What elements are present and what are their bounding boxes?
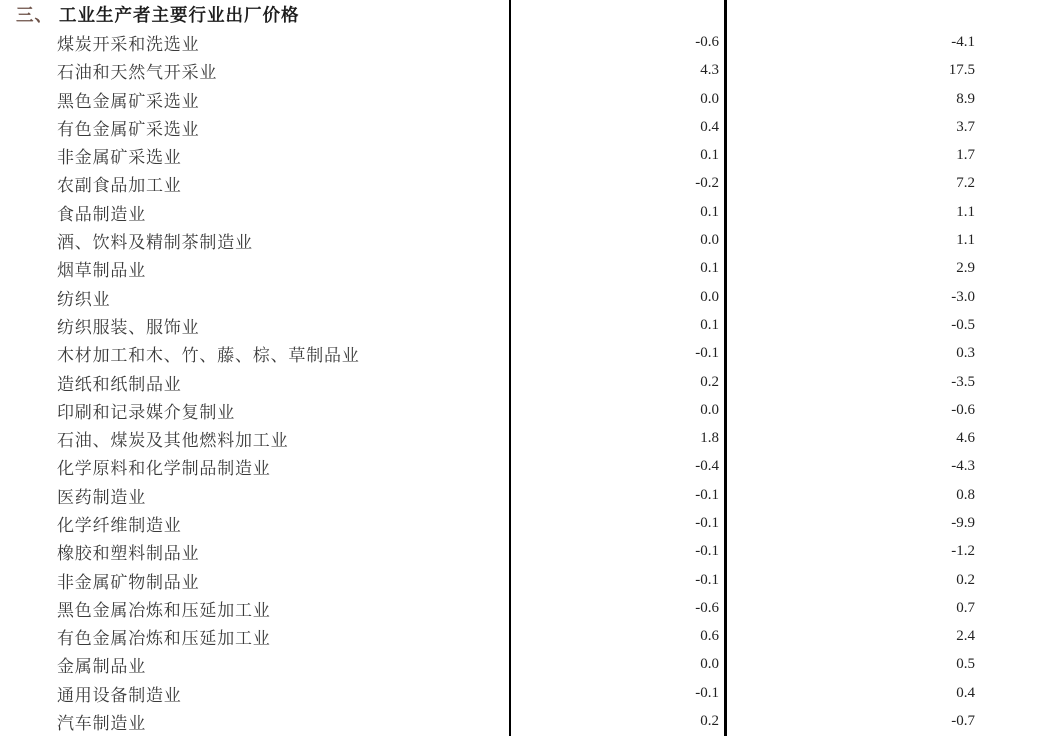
value-col2: -0.6 <box>724 396 1055 424</box>
industry-name: 烟草制品业 <box>57 261 146 281</box>
value-col2: 17.5 <box>724 57 1055 85</box>
value-col2: 0.7 <box>724 594 1055 622</box>
industry-name: 农副食品加工业 <box>57 176 182 196</box>
value-col1: -0.1 <box>509 481 724 509</box>
value-col2: -4.3 <box>724 453 1055 481</box>
industry-name: 木材加工和木、竹、藤、棕、草制品业 <box>57 346 360 366</box>
section-heading <box>0 0 509 28</box>
value-col2: 3.7 <box>724 113 1055 141</box>
value-col1: -0.1 <box>509 566 724 594</box>
value-col1: 0.2 <box>509 368 724 396</box>
industry-name: 黑色金属矿采选业 <box>57 91 200 111</box>
industry-name: 化学纤维制造业 <box>57 515 182 535</box>
industry-name: 造纸和纸制品业 <box>57 374 182 394</box>
industry-name: 橡胶和塑料制品业 <box>57 544 200 564</box>
value-col2: -9.9 <box>724 509 1055 537</box>
industry-name: 化学原料和化学制品制造业 <box>57 459 271 479</box>
industry-name: 印刷和记录媒介复制业 <box>57 402 235 422</box>
value-col1: 1.8 <box>509 424 724 452</box>
value-col2: 8.9 <box>724 85 1055 113</box>
value-col1: 0.0 <box>509 283 724 311</box>
industry-name: 纺织业 <box>57 289 111 309</box>
value-col1: 0.0 <box>509 226 724 254</box>
value-col2: 2.9 <box>724 255 1055 283</box>
industry-name: 汽车制造业 <box>57 714 146 734</box>
value-col1: 0.1 <box>509 311 724 339</box>
value-col1: -0.1 <box>509 340 724 368</box>
value-col1: -0.1 <box>509 509 724 537</box>
value-col1: -0.4 <box>509 453 724 481</box>
value-col2: 1.7 <box>724 141 1055 169</box>
value-col1: -0.1 <box>509 538 724 566</box>
value-col1: 0.2 <box>509 707 724 735</box>
value-col2: -0.5 <box>724 311 1055 339</box>
value-col2: 0.8 <box>724 481 1055 509</box>
industry-name: 通用设备制造业 <box>57 685 182 705</box>
value-col2: 1.1 <box>724 226 1055 254</box>
header-col-mom-empty <box>509 0 724 28</box>
industry-name: 石油、煤炭及其他燃料加工业 <box>57 431 289 451</box>
header-col-yoy-empty <box>724 0 1055 28</box>
value-col1: 0.0 <box>509 85 724 113</box>
value-col1: 4.3 <box>509 57 724 85</box>
value-col2: 1.1 <box>724 198 1055 226</box>
industry-name: 非金属矿物制品业 <box>57 572 200 592</box>
industry-name: 医药制造业 <box>57 487 146 507</box>
industry-name: 黑色金属冶炼和压延加工业 <box>57 600 271 620</box>
value-col2: 0.5 <box>724 651 1055 679</box>
industry-name: 有色金属矿采选业 <box>57 119 200 139</box>
industry-name: 酒、饮料及精制茶制造业 <box>57 233 253 253</box>
value-col1: 0.0 <box>509 651 724 679</box>
value-col1: 0.0 <box>509 396 724 424</box>
value-col2: 0.2 <box>724 566 1055 594</box>
industry-name: 食品制造业 <box>57 204 146 224</box>
industry-name: 煤炭开采和洗选业 <box>57 34 200 54</box>
industry-name: 非金属矿采选业 <box>57 148 182 168</box>
value-col1: 0.1 <box>509 198 724 226</box>
value-col2: -3.0 <box>724 283 1055 311</box>
section-number: 三、 <box>16 4 53 25</box>
industry-name: 金属制品业 <box>57 657 146 677</box>
industry-name: 纺织服装、服饰业 <box>57 317 200 337</box>
value-col2: 7.2 <box>724 170 1055 198</box>
value-col2: 0.4 <box>724 679 1055 707</box>
value-col2: -0.7 <box>724 707 1055 735</box>
value-col1: 0.1 <box>509 141 724 169</box>
value-col2: -1.2 <box>724 538 1055 566</box>
value-col1: -0.6 <box>509 28 724 56</box>
value-col1: 0.6 <box>509 623 724 651</box>
value-col1: 0.4 <box>509 113 724 141</box>
industry-name: 石油和天然气开采业 <box>57 63 218 83</box>
industry-name: 有色金属冶炼和压延加工业 <box>57 629 271 649</box>
section-title: 工业生产者主要行业出厂价格 <box>59 4 300 25</box>
value-col2: -3.5 <box>724 368 1055 396</box>
value-col2: -4.1 <box>724 28 1055 56</box>
value-col1: -0.6 <box>509 594 724 622</box>
value-col1: -0.2 <box>509 170 724 198</box>
value-col2: 2.4 <box>724 623 1055 651</box>
value-col1: -0.1 <box>509 679 724 707</box>
value-col2: 4.6 <box>724 424 1055 452</box>
value-col1: 0.1 <box>509 255 724 283</box>
value-col2: 0.3 <box>724 340 1055 368</box>
